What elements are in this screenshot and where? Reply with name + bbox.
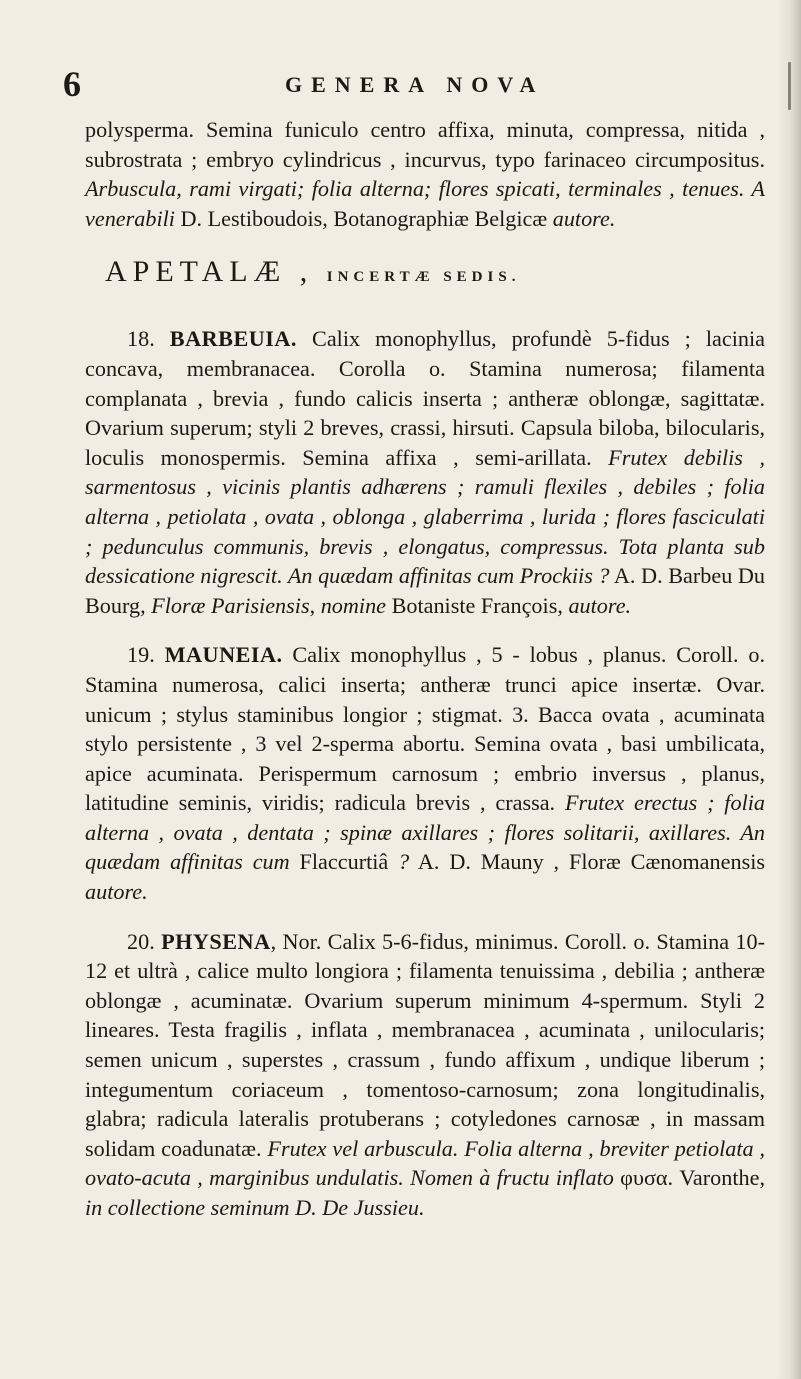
entry-20-text-1: , Nor. Calix 5-6-fidus, minimus. Coroll. o. Stamina 10-12 et ultrà , calice multo longiora ; filamenta tenuissima , debilia ; antheræ oblongæ , acuminatæ. Ovarium superum minimum 4-spermum. Styli 2 lineares. Testa fragilis , inflata , membranacea , acuminata , unilocularis; semen unicum , superstes , crassum , fundo affixum , undique liberum ; integumentum coriaceum , tomentoso-carnosum; zona longitudinalis, glabra; radicula lateralis protuberans ; cotyledones carnosæ , in massam solidam coadunatæ. [85,928,766,1161]
intro-italic-2: autore. [552,205,616,231]
entry-20-genus: PHYSENA [161,928,271,954]
entry-18-italic-1: Frutex debilis , sarmentosus , vicinis plantis adhærens ; ramuli flexiles , debiles ; folia alterna , petiolata , ovata , oblonga , glaberrima , lurida ; flores fasciculati ; pedunculus communis, brevis , elongatus, compressus. Tota planta sub dessicatione nigrescit. An quædam affinitas cum Prockiis ? [85,444,765,589]
entry-19-text-3: A. D. Mauny , Floræ Cænomanensis [409,849,766,875]
page-header [63,64,763,104]
entry-19-text-2: Flaccurtiâ [289,849,399,875]
intro-paragraph [85,115,765,233]
entry-19-number: 19. [127,642,165,668]
page-edge-shadow [777,0,801,1379]
entry-18-italic-3: nomine [320,592,387,618]
entry-18-text-2: A. D. Barbeu Du Bourg, [85,563,765,618]
entry-20-number: 20. [127,928,162,954]
page-number: 6 [63,64,81,104]
intro-italic-1: Arbuscula, rami virgati; folia alterna; flores spicati, terminales , tenues. A venerabili [85,176,765,231]
intro-text-1: polysperma. Semina funiculo centro affixa, minuta, compressa, nitida , subrostrata ; embryo cylindricus , incurvus, typo farinaceo circumpositus. [85,117,765,172]
entry-18-italic-2: Floræ Parisiensis [151,592,310,618]
entry-20 [85,927,765,1223]
intro-text-2: D. Lestiboudois, Botanographiæ Belgicæ [174,205,553,231]
entry-19-italic-2: ? [398,849,410,875]
entry-19-text-1: Calix monophyllus , 5 - lobus , planus. Coroll. o. Stamina numerosa, calici inserta; antheræ trunci apice insertæ. Ovar. unicum ; stylus staminibus longior ; stigmat. 3. Bacca ovata , acuminata stylo persistente , 3 vel 2-sperma abortu. Semina ovata , basi umbilicata, apice acuminata. Perispermum carnosum ; embrio inversus , planus, latitudine seminis, viridis; radicula brevis , crassa. [85,642,765,816]
entry-18 [85,324,765,620]
paragraph-gap [85,620,765,640]
entry-20-text-2: φυσα. Varonthe, [613,1165,766,1191]
entry-19-italic-1: Frutex erectus ; folia alterna , ovata , dentata ; spinæ axillares ; flores solitarii, axillares. An quædam affinitas cum [85,790,765,875]
entry-18-text-3: , [309,592,321,618]
body-text [85,115,765,1223]
page-edge-mark [788,62,791,110]
entry-19-italic-3: autore. [85,879,148,905]
entry-18-italic-4: autore. [568,592,632,618]
section-subtitle: INCERTÆ SEDIS. [326,269,521,286]
section-title: APETALÆ , [105,255,314,289]
paragraph-gap [85,907,765,927]
entry-18-text-4: Botaniste François, [386,592,569,618]
entry-20-italic-1: Frutex vel arbuscula. Folia alterna , breviter petiolata , ovato-acuta , marginibus undulatis. Nomen à fructu inflato [85,1135,765,1191]
entry-20-italic-2: in collectione seminum D. De Jussieu. [85,1195,425,1220]
entry-19 [85,640,765,906]
entry-18-text-1: Calix monophyllus, profundè 5-fidus ; lacinia concava, membranacea. Corolla o. Stamina numerosa; filamenta complanata , brevia , fundo calicis inserta ; antheræ oblongæ, sagittatæ. Ovarium superum; styli 2 breves, crassi, hirsuti. Capsula biloba, bilocularis, loculis monospermis. Semina affixa , semi-arillata. [85,326,766,470]
running-head: GENERA NOVA [285,72,545,97]
entry-18-number: 18. [127,326,170,352]
section-heading [105,255,765,294]
entry-18-genus: BARBEUIA. [169,326,297,352]
entry-19-genus: MAUNEIA. [164,642,283,668]
